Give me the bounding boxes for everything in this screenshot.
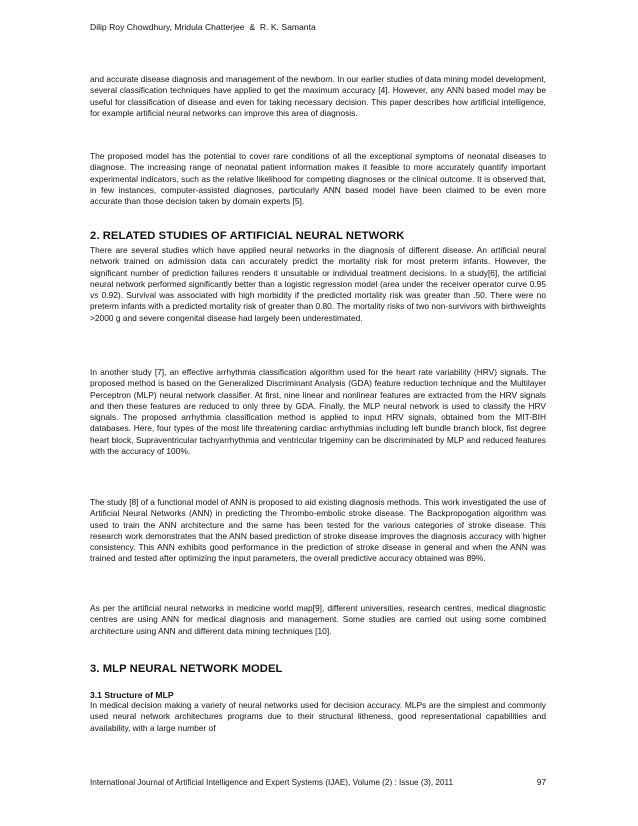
section-2-text-1b: 0.92). Survival was associated with high morbidity if the predicted mortality risk was greater than .50. There were no preterm infants with a predicted mortality risk of greater than 0.80. The mortality risks of two non-survivors with birthweights >2000 g and severe congenital disease had largely been underestimated. xyxy=(90,290,546,323)
section-2-text-1a: There are several studies which have applied neural networks in the diagnosis of different disease. An artificial neural network trained on admission data can accurately predict the mortality risk for most preterm infants. However, the significant number of prediction failures renders it unsuitable or individual treatment decisions. In a study[6], the artificial neural network performed significantly better than a logistic regression model (area under the receiver operator curve 0.95 xyxy=(90,245,546,289)
running-header: Dilip Roy Chowdhury, Mridula Chatterjee & R. K. Samanta xyxy=(90,22,316,32)
section-2-heading: 2. RELATED STUDIES OF ARTIFICIAL NEURAL NETWORK xyxy=(90,230,405,242)
section-2-text-3: The study [8] of a functional model of ANN is proposed to aid existing diagnosis methods. This work investigated the use of Artificial Neural Networks (ANN) in predicting the Thrombo-embolic stroke disease. The Backpropogation algorithm was used to train the ANN architecture and the same has been tested for the various categories of stroke disease. This research work demonstrates that the ANN based prediction of stroke disease improves the diagnosis accuracy with higher consistency. This ANN exhibits good performance in the prediction of stroke disease in general and when the ANN was trained and tested after optimizing the input parameters, the overall predictive accuracy obtained was 89%. xyxy=(90,497,546,564)
section-3-heading: 3. MLP NEURAL NETWORK MODEL xyxy=(90,663,283,675)
section-2-paragraph-1 xyxy=(90,245,546,324)
subsection-heading: 3.1 Structure of MLP xyxy=(90,690,174,700)
section-2-paragraph-4 xyxy=(90,603,546,637)
section-2-text-1 xyxy=(90,245,546,324)
page-number: 97 xyxy=(536,778,546,787)
intro-paragraph-2 xyxy=(90,151,546,207)
section-2-text-2: In another study [7], an effective arrhythmia classification algorithm used for the heart rate variability (HRV) signals. The proposed method is based on the Generalized Discriminant Analysis (GDA) feature reduction technique and the Multilayer Perceptron (MLP) neural network classifier. At first, nine linear and nonlinear features are extracted from the HRV signals and then these features are reduced to only three by GDA. Finally, the MLP neural network is used to classify the HRV signals. The proposed arrhythmia classification method is applied to input HRV signals, obtained from the MIT-BIH databases. Here, four types of the most life threatening cardiac arrhythmias including left bundle branch block, fist degree heart block, Supraventricular tachyarrhythmia and ventricular trigeminy can be discriminated by MLP and reduced features with the accuracy of 100%. xyxy=(90,367,546,457)
section-2-paragraph-3 xyxy=(90,497,546,565)
page-footer xyxy=(90,778,546,787)
section-3-1 xyxy=(90,690,546,734)
intro-text-2: The proposed model has the potential to cover rare conditions of all the exceptional symptoms of neonatal diseases to diagnose. The increasing range of neonatal patient information makes it feasible to more accurately quantify important experimental indicators, such as the relative likelihood for competing diagnoses or the clinical outcome. It is observed that, in few instances, computer-assisted diagnoses, particularly ANN based model have been claimed to be even more accurate than those decision taken by domain experts [5]. xyxy=(90,151,546,207)
intro-paragraph-1 xyxy=(90,74,546,119)
section-2 xyxy=(90,230,546,242)
vs-italic: vs xyxy=(90,290,99,301)
journal-citation: International Journal of Artificial Intelligence and Expert Systems (IJAE), Volume (2) : Issue (3), 2011 xyxy=(90,778,453,787)
section-2-paragraph-2 xyxy=(90,367,546,457)
section-2-text-4: As per the artificial neural networks in medicine world map[9], different universities, research centres, medical diagnostic centres are using ANN for medical diagnosis and management. Some studies are carried out using some combined architecture using ANN and different data mining techniques [10]. xyxy=(90,603,546,636)
section-3-text-1: In medical decision making a variety of neural networks used for decision accuracy. MLPs are the simplest and commonly used neural network architectures programs due to their structural litheness, good representational capabilities and availability, with a large number of xyxy=(90,700,546,733)
intro-text-1: and accurate disease diagnosis and management of the newborn. In our earlier studies of data mining model development, several classification techniques have applied to get the maximum accuracy [4]. However, any ANN based model may be useful for classification of disease and even for taking necessary decision. This paper describes how artificial intelligence, for example artificial neural networks can improve this area of diagnosis. xyxy=(90,74,546,118)
section-3 xyxy=(90,663,546,675)
